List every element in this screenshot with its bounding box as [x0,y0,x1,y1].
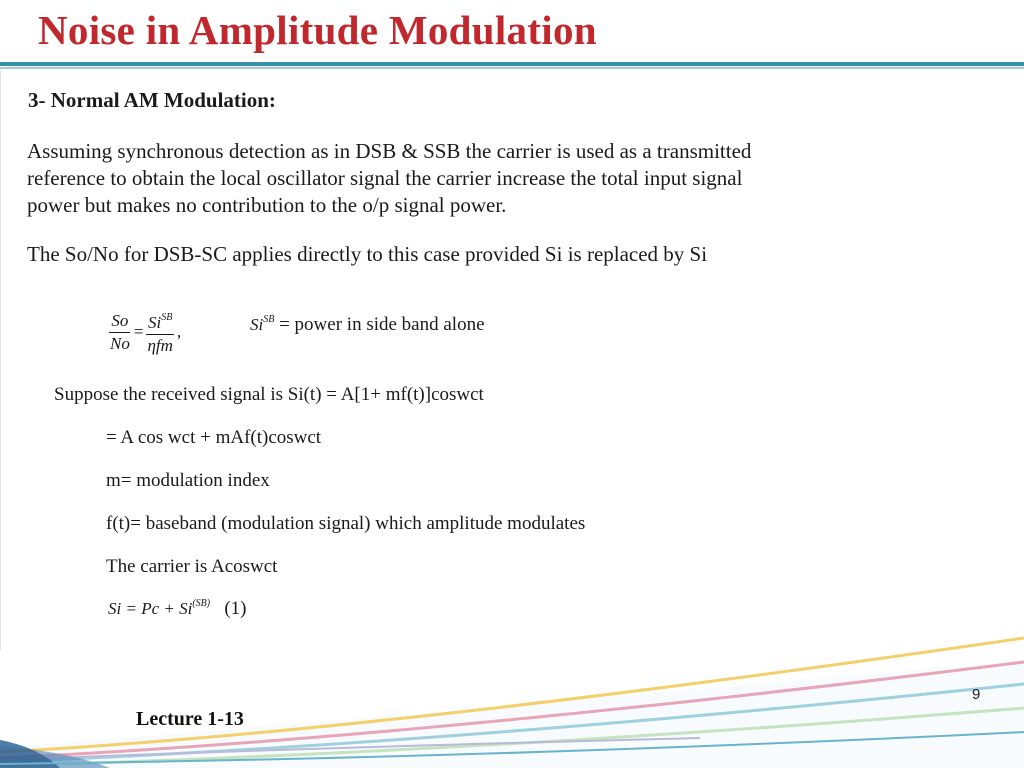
rhs-fraction [145,308,174,356]
received-signal-line: Suppose the received signal is Si(t) = A[1+ mf(t)]coswct [54,384,484,405]
lhs-numerator: So [109,311,130,333]
power-equation-math: Si = Pc + Si [108,599,193,618]
carrier-line: The carrier is Acoswct [106,556,278,577]
def-superscript: SB [263,314,275,325]
slide-title: Noise in Amplitude Modulation [38,7,597,53]
modulation-index-line: m= modulation index [106,470,270,491]
expanded-signal-line: = A cos wct + mAf(t)coswct [106,427,322,448]
footer-lecture: Lecture 1-13 [136,708,244,730]
def-text: = power in side band alone [279,314,485,335]
equation-label: (1) [224,598,247,619]
power-equation [108,598,247,620]
rhs-superscript: SB [161,312,173,323]
lhs-denominator: No [110,333,130,353]
section-heading: 3- Normal AM Modulation: [28,88,276,112]
equation-comma: , [176,322,182,341]
rhs-numerator [146,308,174,335]
rhs-symbol: Si [147,313,162,332]
equals-sign: = [133,322,144,341]
page-number: 9 [972,686,981,703]
paragraph-dsb-sc: The So/No for DSB-SC applies directly to this case provided Si is replaced by Si [27,242,708,266]
paragraph-line: Assuming synchronous detection as in DSB & SSB the carrier is used as a transmitted [27,139,752,163]
baseband-line: f(t)= baseband (modulation signal) which amplitude modulates [106,513,586,534]
paragraph-synchronous-detection [27,138,751,219]
snr-equation [108,308,183,356]
def-symbol: Si [250,315,264,334]
paragraph-line: power but makes no contribution to the o/p signal power. [27,193,507,217]
title-rule [0,62,1024,66]
lhs-fraction [108,311,132,354]
title-rule-light [0,67,1024,69]
power-equation-superscript: (SB) [192,598,211,609]
rhs-denominator: ηfm [147,336,173,355]
paragraph-line: reference to obtain the local oscillator signal the carrier increase the total input signal [27,166,743,190]
sideband-definition [250,314,485,336]
footer-swoosh-decoration [0,620,1024,768]
